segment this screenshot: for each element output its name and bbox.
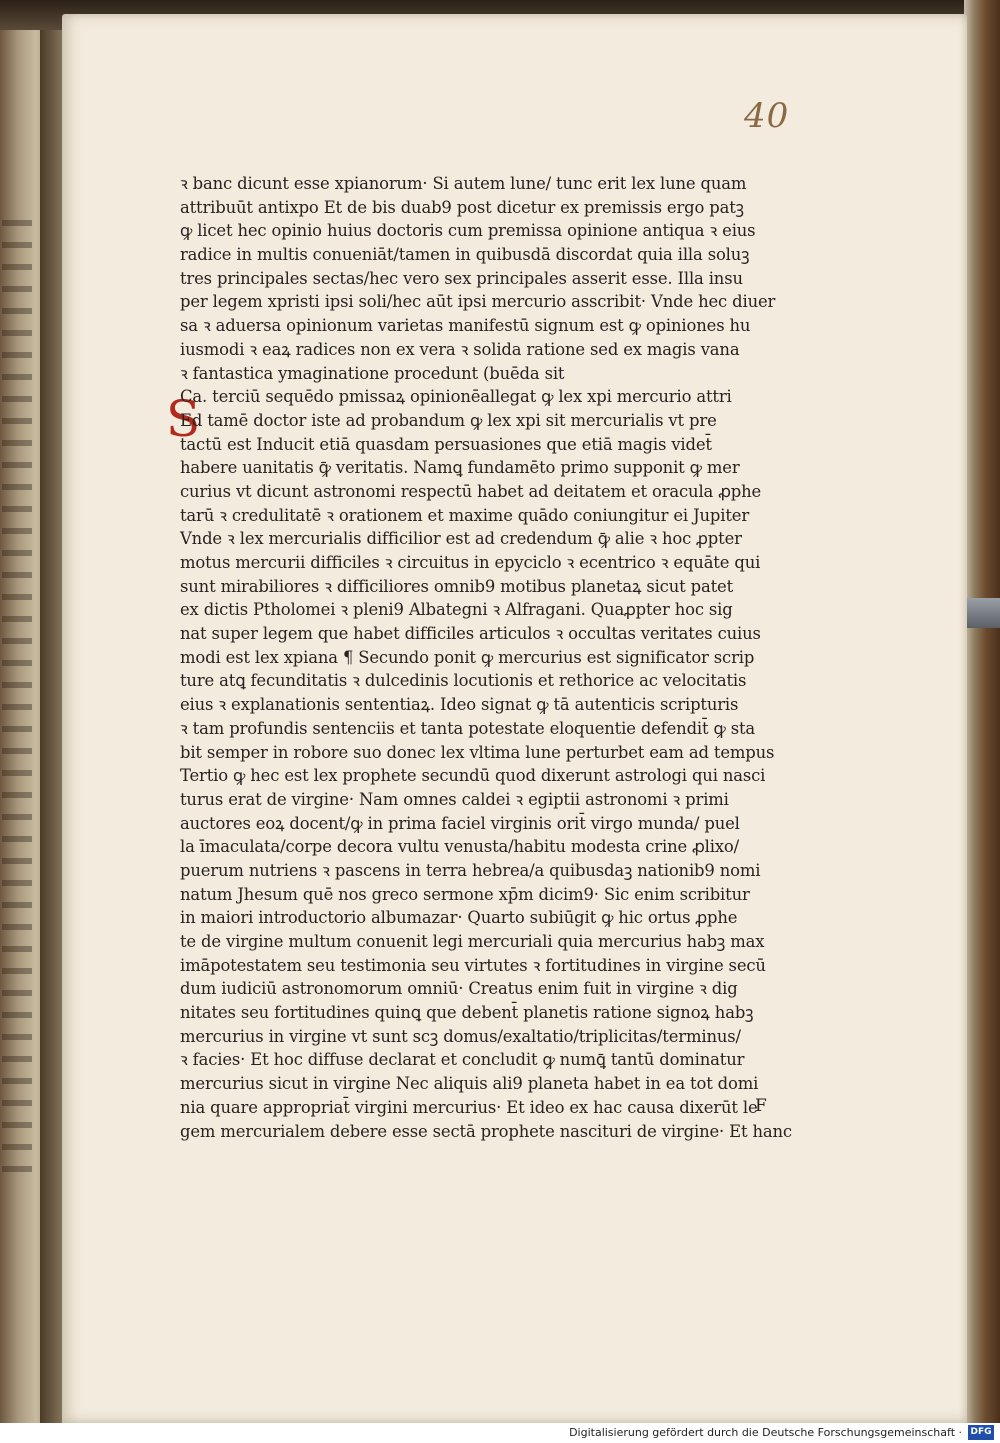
text-line: nia quare appropriat̄ virgini mercurius· Et ideo ex hac causa dixerūt le	[180, 1097, 758, 1117]
text-line: mercurius in virgine vt sunt scꝫ domus/exaltatio/triplicitas/terminus/	[180, 1026, 741, 1046]
text-line: dum iudiciū astronomorum omniū· Creatus enim fuit in virgine ꝛ dig	[180, 979, 738, 999]
text-line: ꝛ tam profundis sentenciis et tanta potestate eloquentie defendit̄ ꝙ sta	[180, 718, 756, 738]
text-line: in maiori introductorio albumazar· Quarto subiūgit ꝙ hic ortus ꝓphe	[180, 908, 738, 928]
text-line: habere uanitatis ꝙ̄ veritatis. Namꝗ fundamēto primo supponit ꝙ mer	[180, 458, 740, 478]
text-line: ꝛ banc dicunt esse xpianorum· Si autem lune/ tunc erit lex lune quam	[180, 174, 747, 193]
text-line: turus erat de virgine· Nam omnes caldei ꝛ egiptii astronomi ꝛ primi	[180, 789, 729, 809]
text-line: nat super legem que habet difficiles articulos ꝛ occultas veritates cuius	[180, 624, 761, 644]
text-line: sunt mirabiliores ꝛ difficiliores omnib9 motibus planetaꝝ sicut patet	[180, 576, 734, 596]
text-line: nitates seu fortitudines quinꝗ que debent̄ planetis ratione signoꝝ habꝫ	[180, 1003, 754, 1023]
text-line: gem mercurialem debere esse sectā prophete nascituri de virgine· Et hanc	[180, 1121, 792, 1141]
text-line: Ca. terciū sequēdo pmissaꝝ opinionēallegat ꝙ lex xpi mercurio attri	[180, 387, 732, 407]
text-line: Ed tamē doctor iste ad probandum ꝙ lex xpi sit mercurialis vt pre	[180, 410, 717, 430]
text-line: mercurius sicut in virgine Nec aliquis ali9 planeta habet in ea tot domi	[180, 1074, 759, 1094]
rubricated-initial: S	[166, 390, 201, 448]
text-line: attribuūt antixpo Et de bis duab9 post dicetur ex premissis ergo patꝫ	[180, 197, 744, 217]
left-page-text-fragment	[2, 220, 32, 1180]
text-line: motus mercurii difficiles ꝛ circuitus in epyciclo ꝛ ecentrico ꝛ equāte qui	[180, 553, 761, 572]
text-line: curius vt dicunt astronomi respectū habet ad deitatem et oracula ꝓphe	[180, 481, 762, 501]
text-line: ex dictis Ptholomei ꝛ pleni9 Albategni ꝛ Alfragani. Quaꝓpter hoc sig	[180, 600, 733, 620]
footer-bar	[0, 1423, 1000, 1443]
text-line: puerum nutriens ꝛ pascens in terra hebrea/a quibusdaꝫ nationib9 nomi	[180, 860, 761, 880]
text-line: Vnde ꝛ lex mercurialis difficilior est ad credendum ꝙ̄ alie ꝛ hoc ꝓpter	[180, 529, 742, 549]
text-line: ꝛ facies· Et hoc diffuse declarat et concludit ꝙ numꝗ̄ tantū dominatur	[180, 1050, 745, 1070]
folio-number: 40	[744, 96, 790, 136]
dfg-logo: DFG	[968, 1425, 994, 1440]
text-line: bit semper in robore suo donec lex vltima lune perturbet eam ad tempus	[180, 742, 775, 762]
footer-credit: Digitalisierung gefördert durch die Deutsche Forschungsgemeinschaft ·	[569, 1426, 962, 1439]
text-line: tarū ꝛ credulitatē ꝛ orationem et maxime quādo coniungitur ei Jupiter	[180, 505, 750, 525]
book-fore-edge	[964, 0, 1000, 1423]
text-line: modi est lex xpiana ¶ Secundo ponit ꝙ mercurius est significator scrip	[180, 647, 755, 667]
text-line: la īmaculata/corpe decora vultu venusta/habitu modesta crine ꝓlixo/	[180, 837, 740, 857]
text-line: te de virgine multum conuenit legi mercuriali quia mercurius habꝫ max	[180, 932, 765, 951]
text-line: tres principales sectas/hec vero sex principales asserit esse. Illa insu	[180, 268, 743, 288]
text-column	[180, 172, 810, 1143]
text-line: natum Jhesum quē nos greco sermone xp̄m dicim9· Sic enim scribitur	[180, 884, 750, 904]
text-line: imāpotestatem seu testimonia seu virtutes ꝛ fortitudines in virgine secū	[180, 955, 766, 975]
signature-mark: F	[755, 1096, 767, 1116]
text-line: ture atꝗ fecunditatis ꝛ dulcedinis locutionis et rethorice ac velocitatis	[180, 671, 747, 691]
text-line: sa ꝛ aduersa opinionum varietas manifestū signum est ꝙ opiniones hu	[180, 316, 751, 336]
page-leaf	[62, 14, 967, 1423]
text-line: per legem xpristi ipsi soli/hec aūt ipsi mercurio asscribit· Vnde hec diuer	[180, 292, 776, 312]
text-line: eius ꝛ explanationis sententiaꝝ. Ideo signat ꝙ tā autenticis scripturis	[180, 695, 739, 715]
text-line: radice in multis conueniāt/tamen in quibusdā discordat quia illa soluꝫ	[180, 245, 750, 265]
text-line: tactū est Inducit etiā quasdam persuasiones que etiā magis videt̄	[180, 434, 712, 454]
text-line: auctores eoꝝ docent/ꝙ in prima faciel virginis orit̄ virgo munda/ puel	[180, 813, 740, 833]
text-line: iusmodi ꝛ eaꝝ radices non ex vera ꝛ solida ratione sed ex magis vana	[180, 339, 740, 359]
text-line: ꝛ fantastica ymaginatione procedunt (buēda sit	[180, 363, 565, 383]
text-line: Tertio ꝙ hec est lex prophete secundū quod dixerunt astrologi qui nasci	[180, 766, 766, 786]
text-line: ꝙ licet hec opinio huius doctoris cum premissa opinione antiqua ꝛ eius	[180, 221, 756, 241]
